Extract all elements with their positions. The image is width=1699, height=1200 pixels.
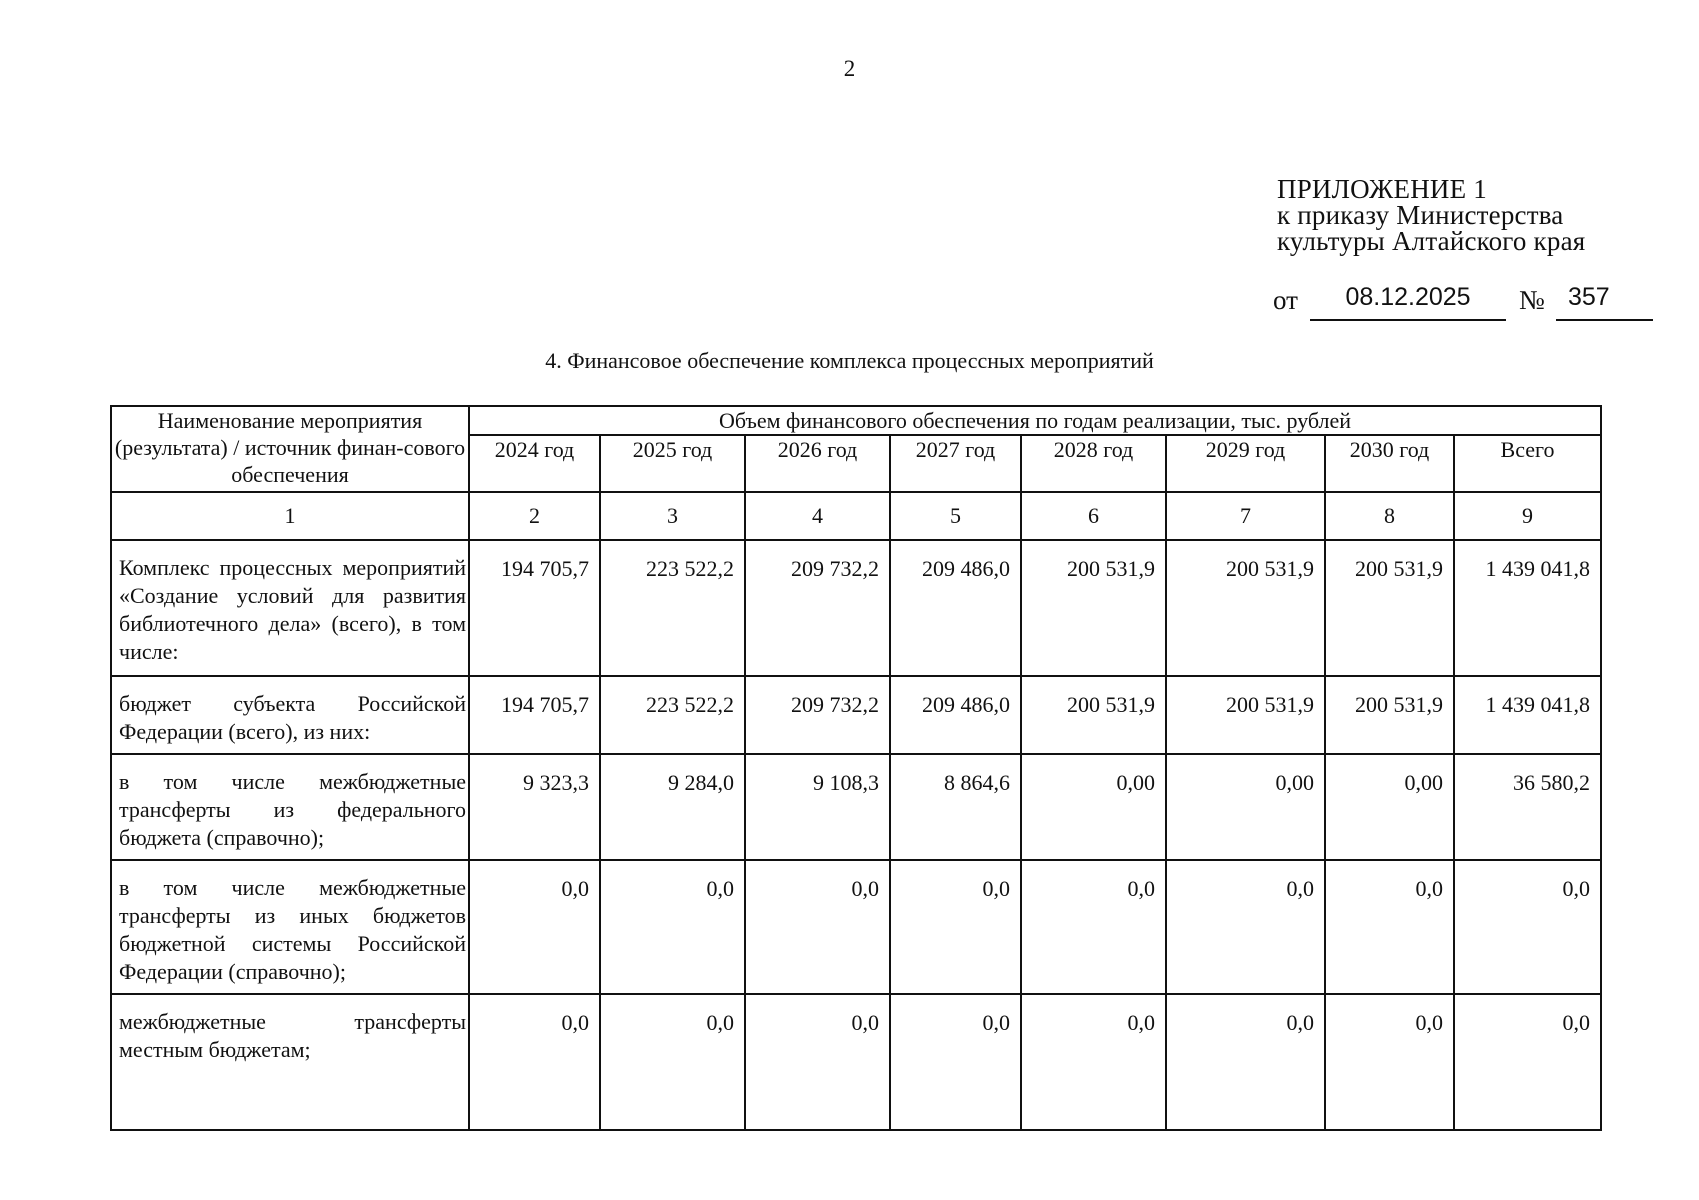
appendix-line-1: к приказу Министерства <box>1277 200 1564 230</box>
row-value: 194 705,7 <box>469 676 600 754</box>
row-total: 0,0 <box>1454 994 1601 1130</box>
row-total: 1 439 041,8 <box>1454 540 1601 676</box>
header-year: 2024 год <box>469 435 600 492</box>
order-number: 357 <box>1556 283 1653 321</box>
row-total: 36 580,2 <box>1454 754 1601 860</box>
column-number: 1 <box>111 492 469 540</box>
row-value: 0,0 <box>1021 994 1166 1130</box>
column-number: 6 <box>1021 492 1166 540</box>
row-value: 0,00 <box>1166 754 1325 860</box>
header-year: 2025 год <box>600 435 745 492</box>
row-name: Комплекс процессных мероприятий «Создание условий для развития библиотечного дела» (всего), в том числе: <box>111 540 469 676</box>
row-total: 0,0 <box>1454 860 1601 994</box>
header-event-name: Наименование мероприятия (результата) / источник финан-сового обеспечения <box>111 406 469 492</box>
row-value: 194 705,7 <box>469 540 600 676</box>
section-title: 4. Финансовое обеспечение комплекса процессных мероприятий <box>545 348 1154 373</box>
header-financing-volume: Объем финансового обеспечения по годам реализации, тыс. рублей <box>469 406 1601 435</box>
row-value: 0,0 <box>890 994 1021 1130</box>
row-value: 200 531,9 <box>1325 540 1454 676</box>
row-value: 9 323,3 <box>469 754 600 860</box>
header-year: 2029 год <box>1166 435 1325 492</box>
column-number: 8 <box>1325 492 1454 540</box>
row-value: 209 732,2 <box>745 540 890 676</box>
header-year: 2030 год <box>1325 435 1454 492</box>
row-value: 0,0 <box>469 860 600 994</box>
row-value: 0,0 <box>600 994 745 1130</box>
row-value: 0,0 <box>1166 994 1325 1130</box>
column-number: 7 <box>1166 492 1325 540</box>
financing-table <box>110 405 1602 1131</box>
row-name: бюджет субъекта Российской Федерации (всего), из них: <box>111 676 469 754</box>
column-number: 9 <box>1454 492 1601 540</box>
row-value: 0,0 <box>1325 860 1454 994</box>
column-number-row <box>111 492 1601 540</box>
row-value: 223 522,2 <box>600 676 745 754</box>
page-number: 2 <box>843 56 856 81</box>
table-row <box>111 994 1601 1130</box>
row-name: в том числе межбюджетные трансферты из иных бюджетов бюджетной системы Российской Федерации (справочно); <box>111 860 469 994</box>
appendix-line-2: культуры Алтайского края <box>1277 226 1586 256</box>
column-number: 4 <box>745 492 890 540</box>
row-value: 200 531,9 <box>1021 540 1166 676</box>
order-date: 08.12.2025 <box>1310 283 1506 321</box>
appendix-title: ПРИЛОЖЕНИЕ 1 <box>1277 174 1487 204</box>
order-line <box>1273 283 1653 323</box>
row-value: 0,00 <box>1325 754 1454 860</box>
row-value: 9 108,3 <box>745 754 890 860</box>
column-number: 2 <box>469 492 600 540</box>
header-year: 2028 год <box>1021 435 1166 492</box>
row-value: 0,00 <box>1021 754 1166 860</box>
header-year: 2026 год <box>745 435 890 492</box>
row-value: 209 486,0 <box>890 540 1021 676</box>
order-number-label: № <box>1519 285 1545 315</box>
header-year: 2027 год <box>890 435 1021 492</box>
row-total: 1 439 041,8 <box>1454 676 1601 754</box>
row-value: 200 531,9 <box>1021 676 1166 754</box>
row-value: 200 531,9 <box>1166 676 1325 754</box>
table-row <box>111 540 1601 676</box>
row-value: 200 531,9 <box>1325 676 1454 754</box>
row-value: 209 486,0 <box>890 676 1021 754</box>
row-value: 0,0 <box>890 860 1021 994</box>
row-name: межбюджетные трансферты местным бюджетам; <box>111 994 469 1130</box>
appendix-header <box>1277 176 1585 254</box>
row-value: 0,0 <box>600 860 745 994</box>
row-value: 0,0 <box>469 994 600 1130</box>
row-value: 9 284,0 <box>600 754 745 860</box>
row-value: 209 732,2 <box>745 676 890 754</box>
row-value: 0,0 <box>745 994 890 1130</box>
table-row <box>111 676 1601 754</box>
row-value: 200 531,9 <box>1166 540 1325 676</box>
row-value: 0,0 <box>1166 860 1325 994</box>
header-total: Всего <box>1454 435 1601 492</box>
row-value: 0,0 <box>1021 860 1166 994</box>
table-row <box>111 860 1601 994</box>
row-value: 223 522,2 <box>600 540 745 676</box>
row-name: в том числе межбюджетные трансферты из федерального бюджета (справочно); <box>111 754 469 860</box>
column-number: 5 <box>890 492 1021 540</box>
column-number: 3 <box>600 492 745 540</box>
row-value: 0,0 <box>1325 994 1454 1130</box>
table-row <box>111 754 1601 860</box>
order-from-label: от <box>1273 285 1298 315</box>
row-value: 8 864,6 <box>890 754 1021 860</box>
row-value: 0,0 <box>745 860 890 994</box>
